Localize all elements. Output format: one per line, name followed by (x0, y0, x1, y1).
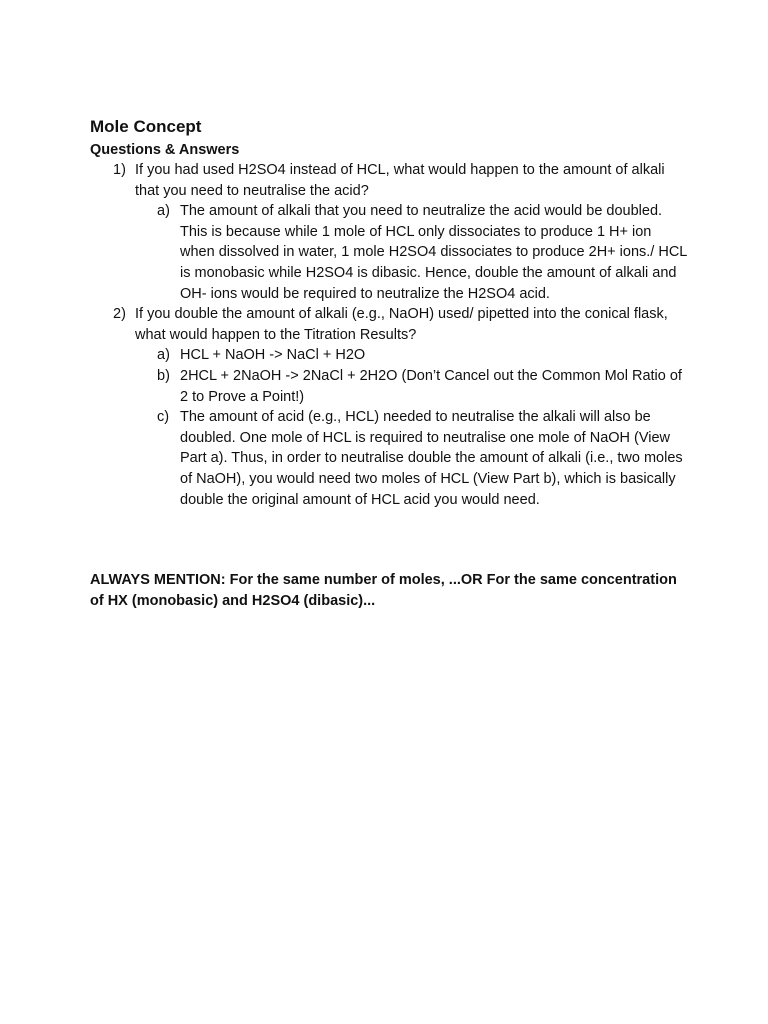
question-item (90, 160, 690, 304)
question-number: 1) (113, 162, 126, 178)
question-text: If you double the amount of alkali (e.g., NaOH) used/ pipetted into the conical flask, what would happen to the Titration Results? (135, 306, 668, 343)
question-item (90, 304, 690, 510)
answer-list (135, 345, 690, 510)
answer-list (135, 201, 690, 304)
question-number: 2) (113, 306, 126, 323)
answer-item (135, 407, 690, 510)
section-subtitle: Questions & Answers (90, 142, 240, 158)
answer-item (135, 345, 690, 366)
answer-letter: c) (157, 409, 170, 426)
reminder-note: ALWAYS MENTION: For the same number of moles, ...OR For the same concentration of HX (monobasic) and H2SO4 (dibasic)... (90, 572, 677, 609)
answer-letter: b) (157, 367, 170, 384)
page-title: Mole Concept (90, 117, 202, 136)
answer-text: HCL + NaOH -> NaCl + H2O (180, 347, 366, 364)
answer-item (135, 366, 690, 407)
answer-letter: a) (157, 347, 170, 364)
answer-text: The amount of alkali that you need to neutralize the acid would be doubled. This is because while 1 mole of HCL only dissociates to produce 1 H+ ion when dissolved in water, 1 mole H2SO4 dissociates to produce 2H+ ions./ HCL is monobasic while H2SO4 is dibasic. Hence, double the amount of alkali and OH- ions would be required to neutralize the H2SO4 acid. (180, 203, 687, 302)
answer-text: The amount of acid (e.g., HCL) needed to neutralise the alkali will also be doubled. One mole of HCL is required to neutralise one mole of NaOH (View Part a). Thus, in order to neutralise double the amount of alkali (i.e., two moles of NaOH), you would need two moles of HCL (View Part b), which is basically double the original amount of HCL acid you would need. (180, 409, 683, 508)
answer-item (135, 201, 690, 304)
answer-letter: a) (157, 203, 170, 220)
question-text: If you had used H2SO4 instead of HCL, what would happen to the amount of alkali that you need to neutralise the acid? (135, 162, 665, 199)
question-list (90, 160, 690, 510)
answer-text: 2HCL + 2NaOH -> 2NaCl + 2H2O (Don’t Cancel out the Common Mol Ratio of 2 to Prove a Point!) (180, 367, 682, 405)
